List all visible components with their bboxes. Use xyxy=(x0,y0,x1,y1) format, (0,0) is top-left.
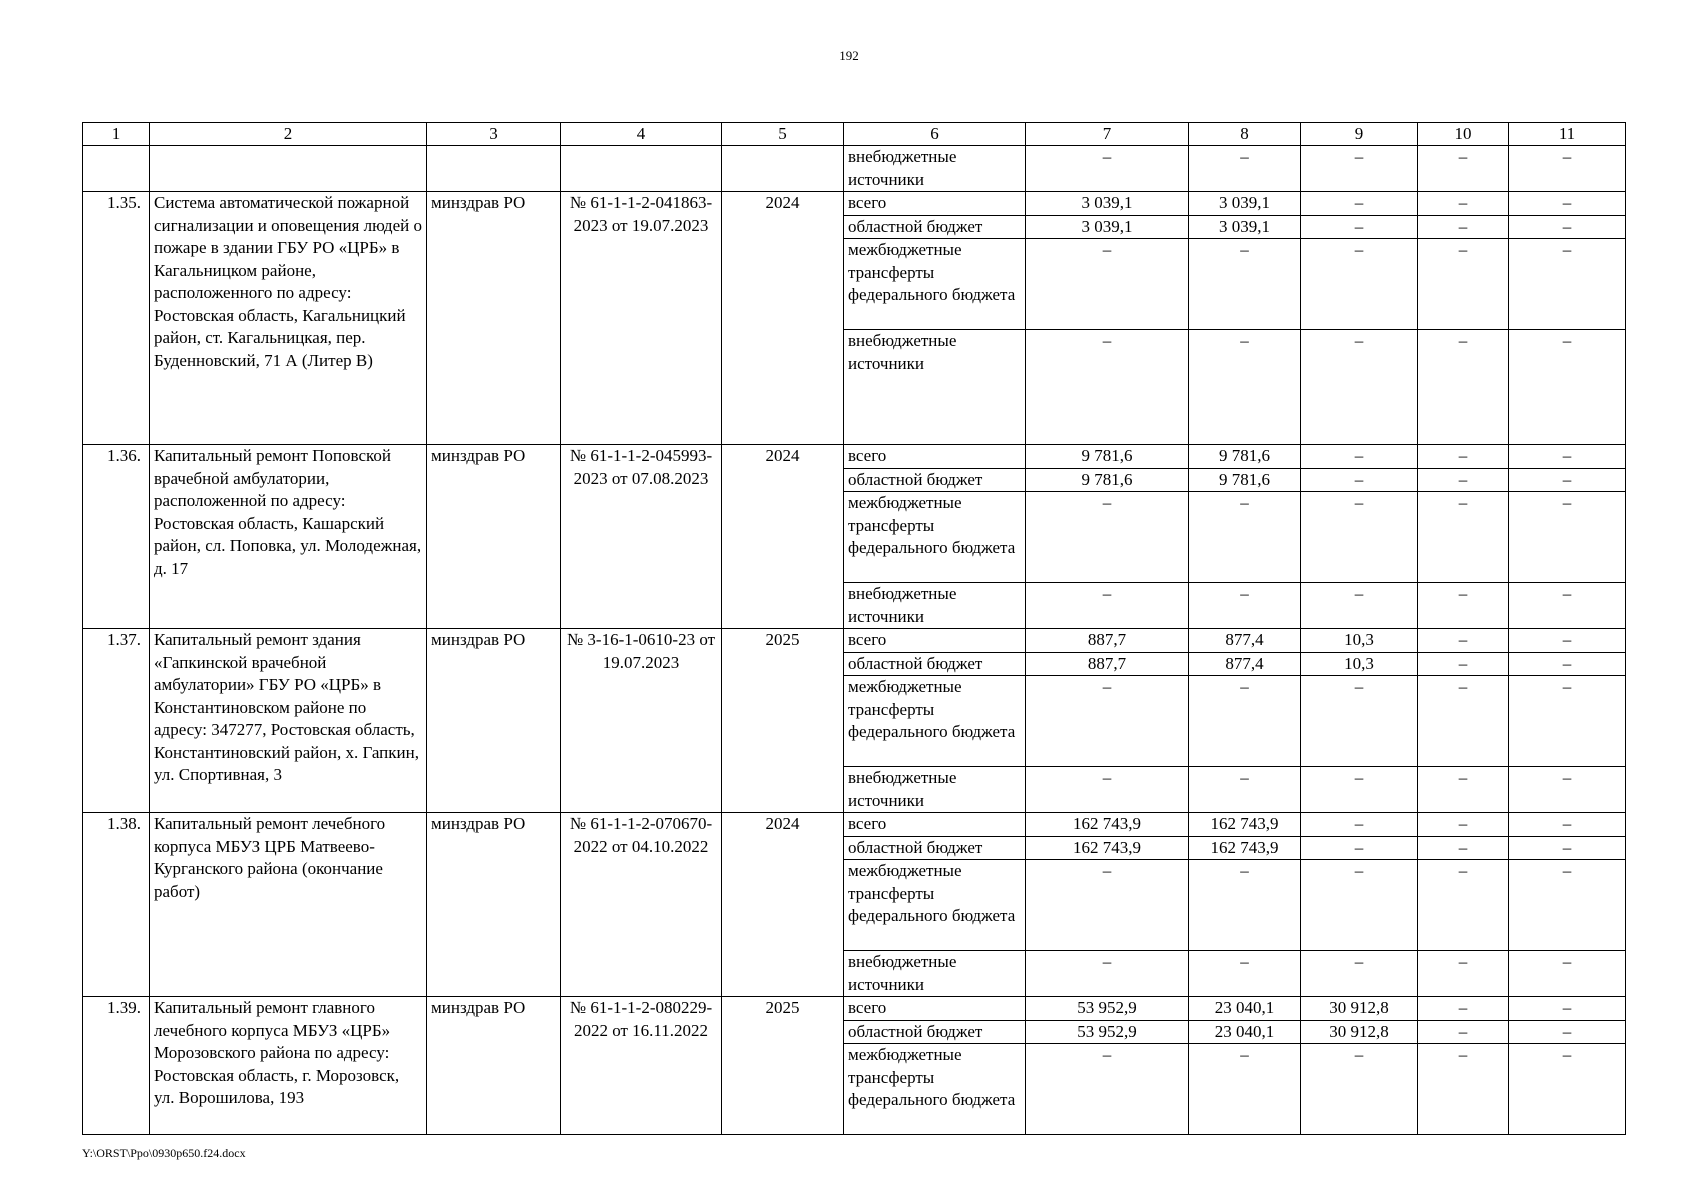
value-cell: – xyxy=(1418,629,1509,653)
value-cell: 9 781,6 xyxy=(1189,468,1301,492)
value-cell: – xyxy=(1509,492,1626,583)
document-reference: № 3-16-1-0610-23 от 19.07.2023 xyxy=(561,629,722,813)
value-cell: – xyxy=(1418,767,1509,813)
completion-year: 2025 xyxy=(722,629,844,813)
value-cell: – xyxy=(1418,1044,1509,1135)
value-cell: – xyxy=(1509,445,1626,469)
completion-year: 2025 xyxy=(722,997,844,1135)
value-cell: 23 040,1 xyxy=(1189,1020,1301,1044)
funding-source: внебюджетные источники xyxy=(844,951,1026,997)
column-header: 6 xyxy=(844,123,1026,146)
value-cell: – xyxy=(1301,836,1418,860)
column-header: 11 xyxy=(1509,123,1626,146)
funding-source: всего xyxy=(844,813,1026,837)
value-cell: – xyxy=(1509,767,1626,813)
responsible-agency: минздрав РО xyxy=(427,192,561,445)
funding-source: всего xyxy=(844,445,1026,469)
value-cell: – xyxy=(1418,813,1509,837)
value-cell: – xyxy=(1301,860,1418,951)
column-header: 8 xyxy=(1189,123,1301,146)
value-cell: 53 952,9 xyxy=(1026,1020,1189,1044)
item-name: Капитальный ремонт лечебного корпуса МБУЗ ЦРБ Матвеево-Курганского района (окончание работ) xyxy=(150,813,427,997)
value-cell: – xyxy=(1418,997,1509,1021)
value-cell: 162 743,9 xyxy=(1026,836,1189,860)
item-number: 1.37. xyxy=(83,629,150,813)
value-cell: – xyxy=(1189,1044,1301,1135)
column-header: 2 xyxy=(150,123,427,146)
funding-source: межбюджетные трансферты федерального бюджета xyxy=(844,239,1026,330)
funding-source: областной бюджет xyxy=(844,215,1026,239)
value-cell: – xyxy=(1418,146,1509,192)
value-cell: – xyxy=(1418,1020,1509,1044)
item-name: Капитальный ремонт главного лечебного корпуса МБУЗ «ЦРБ» Морозовского района по адресу: Ростовская область, г. Морозовск, ул. Ворошилова, 193 xyxy=(150,997,427,1135)
value-cell: – xyxy=(1509,676,1626,767)
value-cell: 877,4 xyxy=(1189,629,1301,653)
value-cell: – xyxy=(1418,445,1509,469)
value-cell: – xyxy=(1509,813,1626,837)
empty-cell xyxy=(83,146,150,192)
responsible-agency: минздрав РО xyxy=(427,813,561,997)
value-cell: – xyxy=(1509,330,1626,445)
value-cell: – xyxy=(1301,1044,1418,1135)
value-cell: – xyxy=(1509,951,1626,997)
value-cell: – xyxy=(1026,583,1189,629)
item-row xyxy=(83,445,1626,469)
value-cell: 10,3 xyxy=(1301,629,1418,653)
column-header: 5 xyxy=(722,123,844,146)
value-cell: – xyxy=(1301,813,1418,837)
value-cell: – xyxy=(1418,239,1509,330)
empty-cell xyxy=(722,146,844,192)
value-cell: – xyxy=(1418,192,1509,216)
value-cell: – xyxy=(1301,492,1418,583)
funding-source: межбюджетные трансферты федерального бюджета xyxy=(844,676,1026,767)
value-cell: – xyxy=(1418,676,1509,767)
value-cell: 3 039,1 xyxy=(1189,215,1301,239)
item-name: Капитальный ремонт здания «Гапкинской врачебной амбулатории» ГБУ РО «ЦРБ» в Константиновском районе по адресу: 347277, Ростовская область, Константиновский район, х. Гапкин, ул. Спортивная, 3 xyxy=(150,629,427,813)
column-header: 7 xyxy=(1026,123,1189,146)
funding-source: межбюджетные трансферты федерального бюджета xyxy=(844,860,1026,951)
value-cell: – xyxy=(1509,1044,1626,1135)
value-cell: – xyxy=(1189,951,1301,997)
value-cell: 23 040,1 xyxy=(1189,997,1301,1021)
funding-table xyxy=(82,122,1626,1135)
value-cell: – xyxy=(1189,492,1301,583)
value-cell: – xyxy=(1509,997,1626,1021)
funding-source: внебюджетные источники xyxy=(844,146,1026,192)
value-cell: – xyxy=(1418,652,1509,676)
value-cell: – xyxy=(1026,767,1189,813)
column-header: 4 xyxy=(561,123,722,146)
value-cell: – xyxy=(1301,192,1418,216)
footer-file-path: Y:\ORST\Ppo\0930p650.f24.docx xyxy=(82,1146,246,1160)
value-cell: – xyxy=(1026,676,1189,767)
carryover-row xyxy=(83,146,1626,192)
value-cell: – xyxy=(1189,239,1301,330)
responsible-agency: минздрав РО xyxy=(427,445,561,629)
value-cell: – xyxy=(1418,330,1509,445)
responsible-agency: минздрав РО xyxy=(427,997,561,1135)
value-cell: – xyxy=(1509,1020,1626,1044)
item-number: 1.35. xyxy=(83,192,150,445)
completion-year: 2024 xyxy=(722,445,844,629)
value-cell: – xyxy=(1418,468,1509,492)
page-number: 192 xyxy=(839,48,859,63)
value-cell: – xyxy=(1301,215,1418,239)
value-cell: – xyxy=(1301,676,1418,767)
value-cell: – xyxy=(1301,468,1418,492)
value-cell: 162 743,9 xyxy=(1026,813,1189,837)
value-cell: – xyxy=(1509,468,1626,492)
value-cell: – xyxy=(1301,239,1418,330)
value-cell: 162 743,9 xyxy=(1189,813,1301,837)
value-cell: – xyxy=(1301,330,1418,445)
column-number-header-row xyxy=(83,123,1626,146)
value-cell: 10,3 xyxy=(1301,652,1418,676)
value-cell: – xyxy=(1189,860,1301,951)
funding-source: всего xyxy=(844,192,1026,216)
value-cell: – xyxy=(1301,146,1418,192)
item-name: Капитальный ремонт Поповской врачебной амбулатории, расположенной по адресу: Ростовская область, Кашарский район, сл. Поповка, ул. Молодежная, д. 17 xyxy=(150,445,427,629)
document-reference: № 61-1-1-2-070670-2022 от 04.10.2022 xyxy=(561,813,722,997)
value-cell: – xyxy=(1301,951,1418,997)
column-header: 1 xyxy=(83,123,150,146)
document-reference: № 61-1-1-2-041863-2023 от 19.07.2023 xyxy=(561,192,722,445)
value-cell: – xyxy=(1026,146,1189,192)
value-cell: – xyxy=(1509,583,1626,629)
item-row xyxy=(83,997,1626,1021)
value-cell: – xyxy=(1509,836,1626,860)
value-cell: 887,7 xyxy=(1026,629,1189,653)
item-number: 1.39. xyxy=(83,997,150,1135)
item-number: 1.36. xyxy=(83,445,150,629)
value-cell: – xyxy=(1189,676,1301,767)
value-cell: – xyxy=(1301,767,1418,813)
value-cell: – xyxy=(1418,860,1509,951)
value-cell: – xyxy=(1189,146,1301,192)
funding-source: областной бюджет xyxy=(844,1020,1026,1044)
funding-source: внебюджетные источники xyxy=(844,583,1026,629)
value-cell: 887,7 xyxy=(1026,652,1189,676)
value-cell: – xyxy=(1026,1044,1189,1135)
value-cell: 30 912,8 xyxy=(1301,997,1418,1021)
value-cell: – xyxy=(1509,652,1626,676)
value-cell: 3 039,1 xyxy=(1026,215,1189,239)
value-cell: – xyxy=(1301,583,1418,629)
item-row xyxy=(83,629,1626,653)
item-number: 1.38. xyxy=(83,813,150,997)
value-cell: – xyxy=(1026,330,1189,445)
completion-year: 2024 xyxy=(722,813,844,997)
funding-source: всего xyxy=(844,997,1026,1021)
empty-cell xyxy=(427,146,561,192)
value-cell: – xyxy=(1026,239,1189,330)
item-row xyxy=(83,192,1626,216)
funding-source: межбюджетные трансферты федерального бюджета xyxy=(844,1044,1026,1135)
value-cell: – xyxy=(1026,492,1189,583)
value-cell: – xyxy=(1418,492,1509,583)
funding-source: областной бюджет xyxy=(844,652,1026,676)
value-cell: 53 952,9 xyxy=(1026,997,1189,1021)
completion-year: 2024 xyxy=(722,192,844,445)
responsible-agency: минздрав РО xyxy=(427,629,561,813)
empty-cell xyxy=(561,146,722,192)
funding-source: внебюджетные источники xyxy=(844,330,1026,445)
empty-cell xyxy=(150,146,427,192)
value-cell: – xyxy=(1509,239,1626,330)
column-header: 3 xyxy=(427,123,561,146)
value-cell: 9 781,6 xyxy=(1026,445,1189,469)
value-cell: – xyxy=(1189,767,1301,813)
value-cell: – xyxy=(1189,330,1301,445)
document-reference: № 61-1-1-2-045993-2023 от 07.08.2023 xyxy=(561,445,722,629)
value-cell: – xyxy=(1509,860,1626,951)
item-row xyxy=(83,813,1626,837)
value-cell: – xyxy=(1026,860,1189,951)
funding-source: внебюджетные источники xyxy=(844,767,1026,813)
value-cell: – xyxy=(1418,951,1509,997)
value-cell: – xyxy=(1509,192,1626,216)
funding-source: всего xyxy=(844,629,1026,653)
value-cell: – xyxy=(1509,146,1626,192)
funding-source: областной бюджет xyxy=(844,836,1026,860)
item-name: Система автоматической пожарной сигнализации и оповещения людей о пожаре в здании ГБУ РО «ЦРБ» в Кагальницком районе, расположенного по адресу: Ростовская область, Кагальницкий район, ст. Кагальницкая, пер. Буденновский, 71 А (Литер В) xyxy=(150,192,427,445)
value-cell: – xyxy=(1509,215,1626,239)
value-cell: – xyxy=(1418,836,1509,860)
value-cell: – xyxy=(1301,445,1418,469)
value-cell: 9 781,6 xyxy=(1189,445,1301,469)
funding-source: межбюджетные трансферты федерального бюджета xyxy=(844,492,1026,583)
value-cell: 3 039,1 xyxy=(1026,192,1189,216)
value-cell: 9 781,6 xyxy=(1026,468,1189,492)
value-cell: – xyxy=(1509,629,1626,653)
value-cell: – xyxy=(1189,583,1301,629)
value-cell: 3 039,1 xyxy=(1189,192,1301,216)
value-cell: 162 743,9 xyxy=(1189,836,1301,860)
value-cell: – xyxy=(1418,215,1509,239)
value-cell: 30 912,8 xyxy=(1301,1020,1418,1044)
document-reference: № 61-1-1-2-080229-2022 от 16.11.2022 xyxy=(561,997,722,1135)
funding-source: областной бюджет xyxy=(844,468,1026,492)
column-header: 10 xyxy=(1418,123,1509,146)
value-cell: – xyxy=(1418,583,1509,629)
column-header: 9 xyxy=(1301,123,1418,146)
value-cell: – xyxy=(1026,951,1189,997)
value-cell: 877,4 xyxy=(1189,652,1301,676)
